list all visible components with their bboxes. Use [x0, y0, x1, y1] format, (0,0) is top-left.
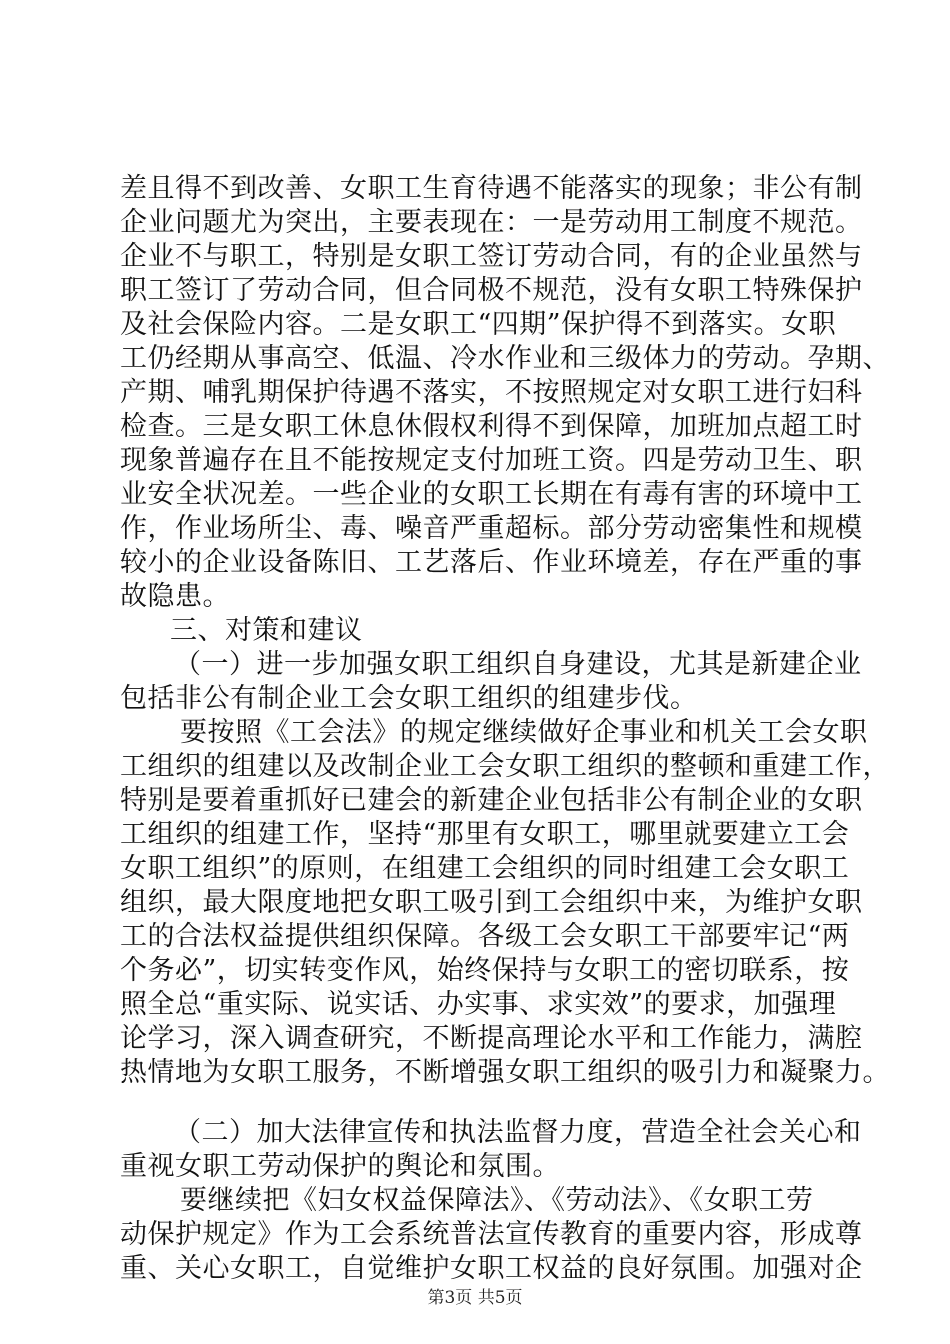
section-heading: 三、对策和建议: [170, 615, 363, 646]
document-body: [120, 172, 890, 1286]
paragraph-line: 个务必”，切实转变作风，始终保持与女职工的密切联系，按: [120, 955, 850, 986]
paragraph-line: 工组织的组建以及改制企业工会女职工组织的整顿和重建工作，: [120, 751, 890, 782]
page-footer: 第3页 共5页: [427, 1288, 523, 1308]
text-line: 故隐患。: [120, 581, 230, 612]
text-line: 职工签订了劳动合同，但合同极不规范，没有女职工特殊保护: [120, 275, 863, 306]
text-line: 现象普遍存在且不能按规定支付加班工资。四是劳动卫生、职: [120, 445, 863, 476]
text-line: 及社会保险内容。二是女职工“四期”保护得不到落实。女职: [120, 309, 837, 340]
paragraph-line: 照全总“重实际、说实话、办实事、求实效”的要求，加强理: [120, 989, 837, 1020]
subsection-heading-1-cont: 包括非公有制企业工会女职工组织的组建步伐。: [120, 683, 698, 714]
paragraph-line: 要按照《工会法》的规定继续做好企事业和机关工会女职: [180, 717, 868, 748]
subsection-heading-1: （一）进一步加强女职工组织自身建设，尤其是新建企业: [174, 649, 862, 680]
paragraph-line: 组织，最大限度地把女职工吸引到工会组织中来，为维护女职: [120, 887, 863, 918]
paragraph-line: 特别是要着重抓好已建会的新建企业包括非公有制企业的女职: [120, 785, 863, 816]
subsection-heading-2-cont: 重视女职工劳动保护的舆论和氛围。: [120, 1151, 560, 1182]
text-line: 检查。三是女职工休息休假权利得不到保障，加班加点超工时: [120, 411, 863, 442]
text-line: 作，作业场所尘、毒、噪音严重超标。部分劳动密集性和规模: [120, 513, 863, 544]
paragraph-line: 女职工组织”的原则，在组建工会组织的同时组建工会女职工: [120, 853, 850, 884]
text-line: 工仍经期从事高空、低温、冷水作业和三级体力的劳动。孕期、: [120, 343, 890, 374]
text-line: 差且得不到改善、女职工生育待遇不能落实的现象；非公有制: [120, 173, 863, 204]
paragraph-line: 重、关心女职工，自觉维护女职工权益的良好氛围。加强对企: [120, 1253, 863, 1284]
paragraph-line: 热情地为女职工服务，不断增强女职工组织的吸引力和凝聚力。: [120, 1057, 890, 1088]
paragraph-line: 动保护规定》作为工会系统普法宣传教育的重要内容，形成尊: [120, 1219, 863, 1250]
text-line: 产期、哺乳期保护待遇不落实，不按照规定对女职工进行妇科: [120, 377, 863, 408]
subsection-heading-2: （二）加大法律宣传和执法监督力度，营造全社会关心和: [174, 1117, 862, 1148]
paragraph-line: 工的合法权益提供组织保障。各级工会女职工干部要牢记“两: [120, 921, 850, 952]
paragraph-line: 工组织的组建工作，坚持“那里有女职工，哪里就要建立工会: [120, 819, 850, 850]
text-line: 企业不与职工，特别是女职工签订劳动合同，有的企业虽然与: [120, 241, 863, 272]
paragraph-gap: [120, 1090, 840, 1116]
text-line: 业安全状况差。一些企业的女职工长期在有毒有害的环境中工: [120, 479, 863, 510]
paragraph-line: 要继续把《妇女权益保障法》、《劳动法》、《女职工劳: [180, 1185, 814, 1216]
paragraph-line: 论学习，深入调查研究，不断提高理论水平和工作能力，满腔: [120, 1023, 863, 1054]
text-line: 企业问题尤为突出，主要表现在：一是劳动用工制度不规范。: [120, 207, 863, 238]
text-line: 较小的企业设备陈旧、工艺落后、作业环境差，存在严重的事: [120, 547, 863, 578]
